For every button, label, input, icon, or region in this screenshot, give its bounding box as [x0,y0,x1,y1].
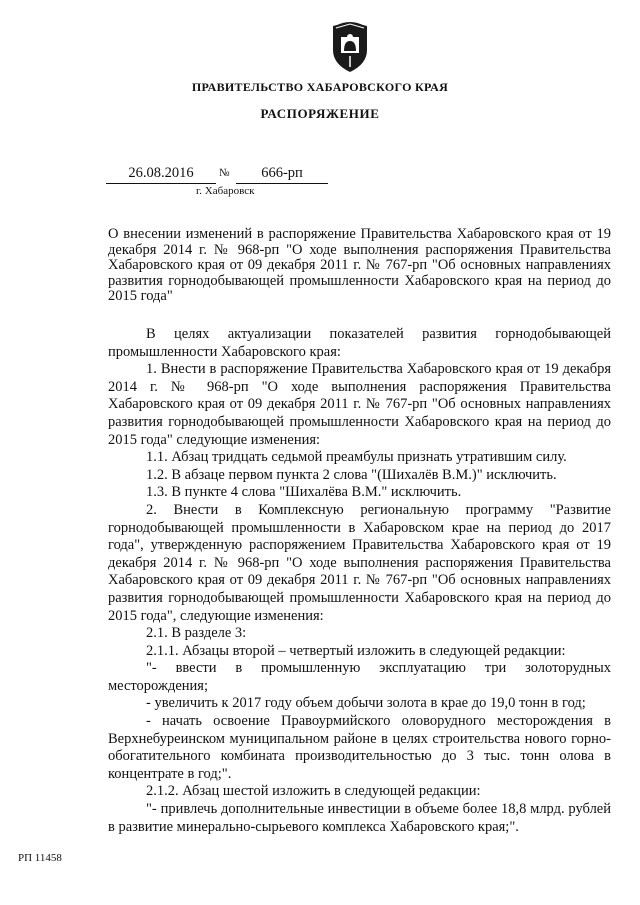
paragraph-item-2-1: 2.1. В разделе 3: [146,625,247,642]
paragraph-item-2-1-2: 2.1.2. Абзац шестой изложить в следующей редакции: [146,783,481,800]
paragraph-quote-1: "- ввести в промышленную эксплуатацию три золоторудных месторождения; [108,660,611,694]
document-number: 666-рп [236,165,328,184]
coat-of-arms-icon [327,20,373,74]
paragraph-item-1-2: 1.2. В абзаце первом пункта 2 слова "(Шихалёв В.М.)" исключить. [146,466,557,483]
paragraph-item-2: 2. Внести в Комплексную региональную программу "Развитие горнодобывающей промышленности в Хабаровском крае на период до 2017 года", утвержденную распоряжением Правительства Хабаровского края от 19 декабря 2014 г. № 968-рп "О ходе выполнения распоряжения Правительства Хабаровского края от 09 декабря 2011 г. № 767-рп "Об основных направлениях развития горнодобывающей промышленности Хабаровского края на период до 2015 года", следующие изменения: [108,501,611,624]
paragraph-quote-4: "- привлечь дополнительные инвестиции в объеме более 18,8 млрд. рублей в развитие минерально-сырьевого комплекса Хабаровского края;". [108,801,611,835]
paragraph-quote-3: - начать освоение Правоурмийского оловорудного месторождения в Верхнебуреинском муниципальном районе в целях строительства нового горно-обогатительного комбината производительностью до 3 тыс. тонн олова в концентрате в год;". [108,713,611,782]
paragraph-item-2-1-1: 2.1.1. Абзацы второй – четвертый изложить в следующей редакции: [146,642,566,659]
number-sign: № [219,167,230,179]
document-title: О внесении изменений в распоряжение Правительства Хабаровского края от 19 декабря 2014 г. № 968-рп "О ходе выполнения распоряжения Правительства Хабаровского края от 09 декабря 2011 г. № 767-рп "Об основных направлениях развития горнодобывающей промышленности Хабаровского края на период до 2015 года" [108,226,611,304]
document-type: РАСПОРЯЖЕНИЕ [260,106,380,121]
paragraph-item-1-1: 1.1. Абзац тридцать седьмой преамбулы признать утратившим силу. [146,449,567,466]
issue-city: г. Хабаровск [196,185,255,197]
paragraph-item-1: 1. Внести в распоряжение Правительства Хабаровского края от 19 декабря 2014 г. № 968-рп "О ходе выполнения распоряжения Правительства Хабаровского края от 09 декабря 2011 г. № 767-рп "Об основных направлениях развития горнодобывающей промышленности Хабаровского края на период до 2015 года" следующие изменения: [108,361,611,448]
paragraph-item-1-3: 1.3. В пункте 4 слова "Шихалёва В.М." исключить. [146,484,462,501]
document-body [108,326,611,836]
paragraph-quote-2: - увеличить к 2017 году объем добычи золота в крае до 19,0 тонн в год; [146,695,586,712]
document-date: 26.08.2016 [106,165,216,184]
paragraph-preamble: В целях актуализации показателей развития горнодобывающей промышленности Хабаровского края: [108,326,611,360]
document-code: РП 11458 [18,852,62,864]
government-name: ПРАВИТЕЛЬСТВО ХАБАРОВСКОГО КРАЯ [191,80,449,94]
